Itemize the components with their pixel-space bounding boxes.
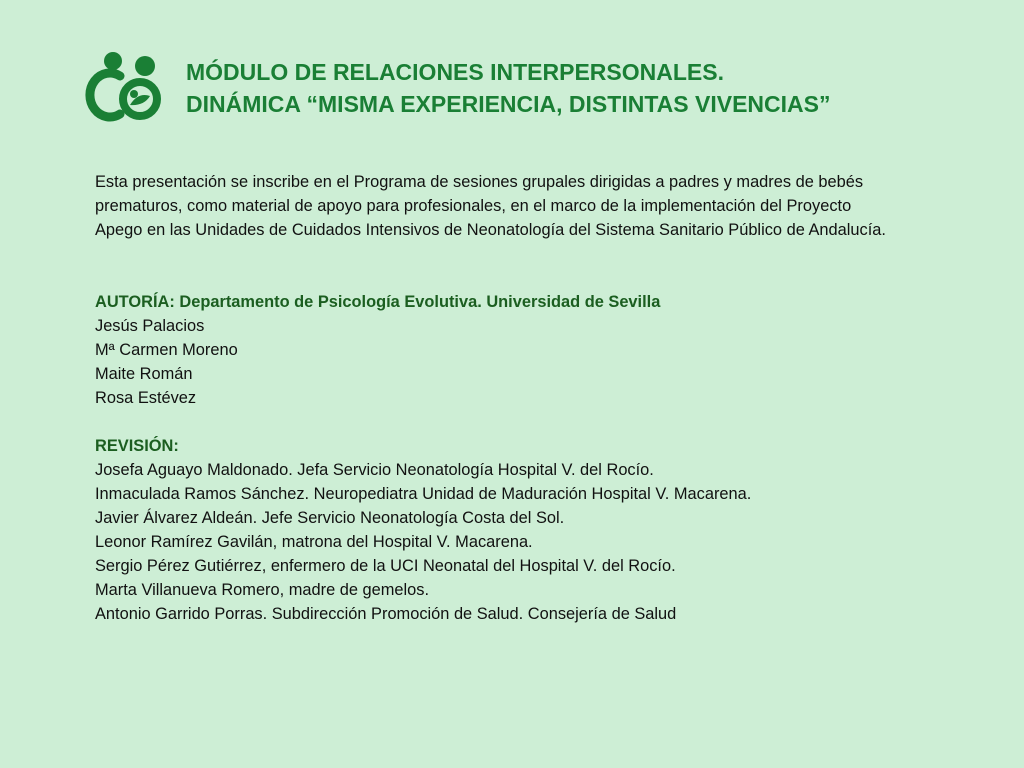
- review-heading: REVISIÓN:: [95, 437, 179, 455]
- reviewer-entry: Leonor Ramírez Gavilán, matrona del Hospital V. Macarena.: [95, 533, 533, 551]
- title-line-1: MÓDULO DE RELACIONES INTERPERSONALES.: [186, 59, 724, 85]
- author-name: Rosa Estévez: [95, 389, 197, 407]
- reviewer-entry: Inmaculada Ramos Sánchez. Neuropediatra Unidad de Maduración Hospital V. Macarena.: [95, 485, 752, 503]
- title-line-2: DINÁMICA “MISMA EXPERIENCIA, DISTINTAS VIVENCIAS”: [186, 91, 831, 117]
- intro-paragraph: [95, 170, 975, 242]
- author-name: Jesús Palacios: [95, 317, 205, 335]
- intro-line: Esta presentación se inscribe en el Programa de sesiones grupales dirigidas a padres y madres de bebés: [95, 173, 864, 191]
- mother-baby-logo-icon: [80, 50, 170, 122]
- authors-heading: AUTORÍA: Departamento de Psicología Evolutiva. Universidad de Sevilla: [95, 293, 661, 311]
- page-title: [186, 56, 830, 120]
- reviewer-entry: Josefa Aguayo Maldonado. Jefa Servicio Neonatología Hospital V. del Rocío.: [95, 461, 654, 479]
- author-name: Maite Román: [95, 365, 193, 383]
- intro-line: prematuros, como material de apoyo para profesionales, en el marco de la implementación del Proyecto: [95, 197, 852, 215]
- reviewer-entry: Javier Álvarez Aldeán. Jefe Servicio Neonatología Costa del Sol.: [95, 509, 565, 527]
- review-section: [95, 434, 975, 626]
- reviewer-entry: Sergio Pérez Gutiérrez, enfermero de la UCI Neonatal del Hospital V. del Rocío.: [95, 557, 676, 575]
- intro-line: Apego en las Unidades de Cuidados Intensivos de Neonatología del Sistema Sanitario Público de Andalucía.: [95, 221, 886, 239]
- author-name: Mª Carmen Moreno: [95, 341, 238, 359]
- content-body: [95, 170, 975, 626]
- reviewer-entry: Marta Villanueva Romero, madre de gemelos.: [95, 581, 430, 599]
- reviewer-entry: Antonio Garrido Porras. Subdirección Promoción de Salud. Consejería de Salud: [95, 605, 677, 623]
- authors-section: [95, 290, 975, 410]
